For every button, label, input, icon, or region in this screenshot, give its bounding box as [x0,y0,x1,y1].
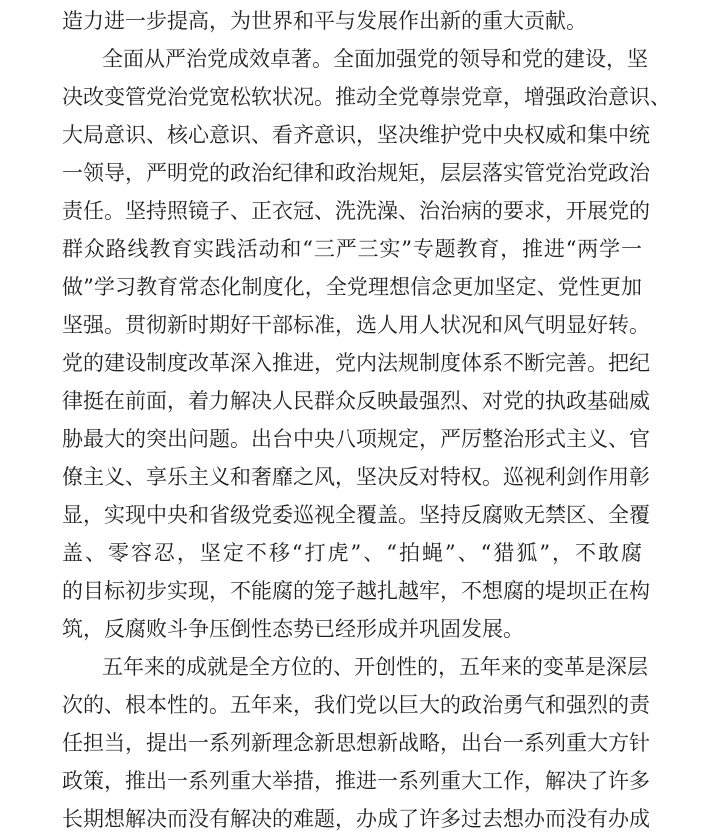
paragraph-start-line: 五年来的成就是全方位的、开创性的，五年来的变革是深层 [102,655,648,679]
text-line: 任担当，提出一系列新理念新思想新战略，出台一系列重大方针 [62,731,650,755]
text-line: 次的、根本性的。五年来，我们党以巨大的政治勇气和强烈的责 [62,693,650,717]
text-line: 做”学习教育常态化制度化，全党理想信念更加坚定、党性更加 [62,275,642,299]
text-line: 责任。坚持照镜子、正衣冠、洗洗澡、治治病的要求，开展党的 [62,199,650,223]
text-line: 盖、零容忍，坚定不移“打虎”、“拍蝇”、“猎狐”，不敢腐 [62,541,642,565]
text-line: 决改变管党治党宽松软状况。推动全党尊崇党章，增强政治意识、 [62,85,671,109]
text-line: 一领导，严明党的政治纪律和政治规矩，层层落实管党治党政治 [62,161,650,185]
text-line: 显，实现中央和省级党委巡视全覆盖。坚持反腐败无禁区、全覆 [62,503,650,527]
text-line: 胁最大的突出问题。出台中央八项规定，严厉整治形式主义、官 [62,427,650,451]
paragraph-end-line: 筑，反腐败斗争压倒性态势已经形成并巩固发展。 [62,617,524,641]
text-line: 律挺在前面，着力解决人民群众反映最强烈、对党的执政基础威 [62,389,650,413]
text-line: 长期想解决而没有解决的难题，办成了许多过去想办而没有办成 [62,807,650,831]
text-line: 造力进一步提高，为世界和平与发展作出新的重大贡献。 [62,9,587,33]
text-line: 政策，推出一系列重大举措，推进一系列重大工作，解决了许多 [62,769,650,793]
text-line: 坚强。贯彻新时期好干部标准，选人用人状况和风气明显好转。 [62,313,650,337]
text-line: 群众路线教育实践活动和“三严三实”专题教育，推进“两学一 [62,237,642,261]
paragraph-start-line: 全面从严治党成效卓著。全面加强党的领导和党的建设，坚 [102,47,648,71]
text-line: 的目标初步实现，不能腐的笼子越扎越牢，不想腐的堤坝正在构 [62,579,650,603]
text-line: 大局意识、核心意识、看齐意识，坚决维护党中央权威和集中统 [62,123,650,147]
text-line: 僚主义、享乐主义和奢靡之风，坚决反对特权。巡视利剑作用彰 [62,465,650,489]
text-line: 党的建设制度改革深入推进，党内法规制度体系不断完善。把纪 [62,351,650,375]
